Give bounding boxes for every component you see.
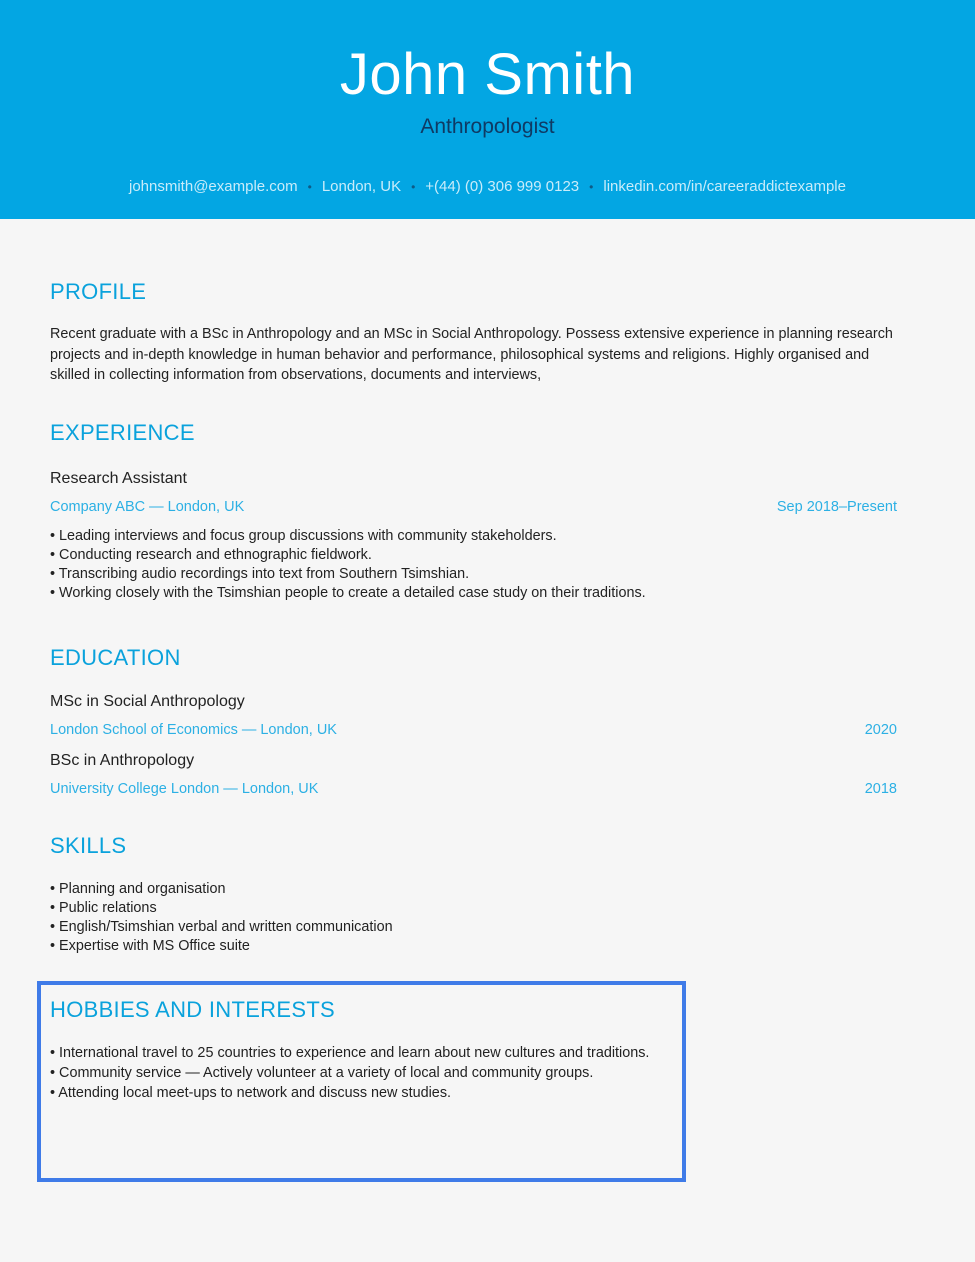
candidate-title: Anthropologist [420,115,555,138]
list-item: • International travel to 25 countries to experience and learn about new cultures and traditions. [50,1043,649,1063]
experience-heading: EXPERIENCE [50,420,195,445]
education-year: 2020 [864,722,897,738]
list-item: • Conducting research and ethnographic fieldwork. [50,546,646,565]
contact-phone[interactable]: +(44) (0) 306 999 0123 [425,178,580,195]
hobbies-heading: HOBBIES AND INTERESTS [50,997,336,1022]
separator-dot: • [411,180,416,194]
job-title: Research Assistant [50,470,187,487]
list-item: • Planning and organisation [50,880,393,899]
education-degree: BSc in Anthropology [50,752,195,769]
education-school: University College London — London, UK [50,781,319,797]
list-item: • Community service — Actively volunteer at a variety of local and community groups. [50,1063,649,1083]
list-item: • Public relations [50,899,393,918]
skills-list [50,880,393,956]
education-heading: EDUCATION [50,645,181,670]
list-item: • Working closely with the Tsimshian people to create a detailed case study on their traditions. [50,584,646,603]
list-item: • Attending local meet-ups to network and discuss new studies. [50,1083,649,1103]
separator-dot: • [589,180,594,194]
list-item: • Leading interviews and focus group discussions with community stakeholders. [50,527,646,546]
job-bullets [50,527,646,603]
profile-text: Recent graduate with a BSc in Anthropology and an MSc in Social Anthropology. Possess extensive experience in planning research projects and in-depth knowledge in human behavior and performance, philosophical systems and religions. Highly organised and skilled in collecting information from observations, documents and interviews, [50,326,893,383]
contact-linkedin[interactable]: linkedin.com/in/careeraddictexample [603,178,846,195]
contact-email[interactable]: johnsmith@example.com [129,178,298,195]
resume-header [0,0,975,219]
hobbies-list [50,1043,649,1103]
separator-dot: • [307,180,312,194]
job-company: Company ABC — London, UK [50,499,245,515]
list-item: • Transcribing audio recordings into text from Southern Tsimshian. [50,565,646,584]
profile-heading: PROFILE [50,279,147,304]
skills-heading: SKILLS [50,833,127,858]
education-degree: MSc in Social Anthropology [50,693,245,710]
contact-line [0,177,975,197]
list-item: • Expertise with MS Office suite [50,937,393,956]
candidate-name: John Smith [339,42,636,107]
contact-location: London, UK [321,178,402,195]
education-school: London School of Economics — London, UK [50,722,337,738]
list-item: • English/Tsimshian verbal and written communication [50,918,393,937]
job-dates: Sep 2018–Present [776,499,897,515]
education-year: 2018 [864,781,897,797]
